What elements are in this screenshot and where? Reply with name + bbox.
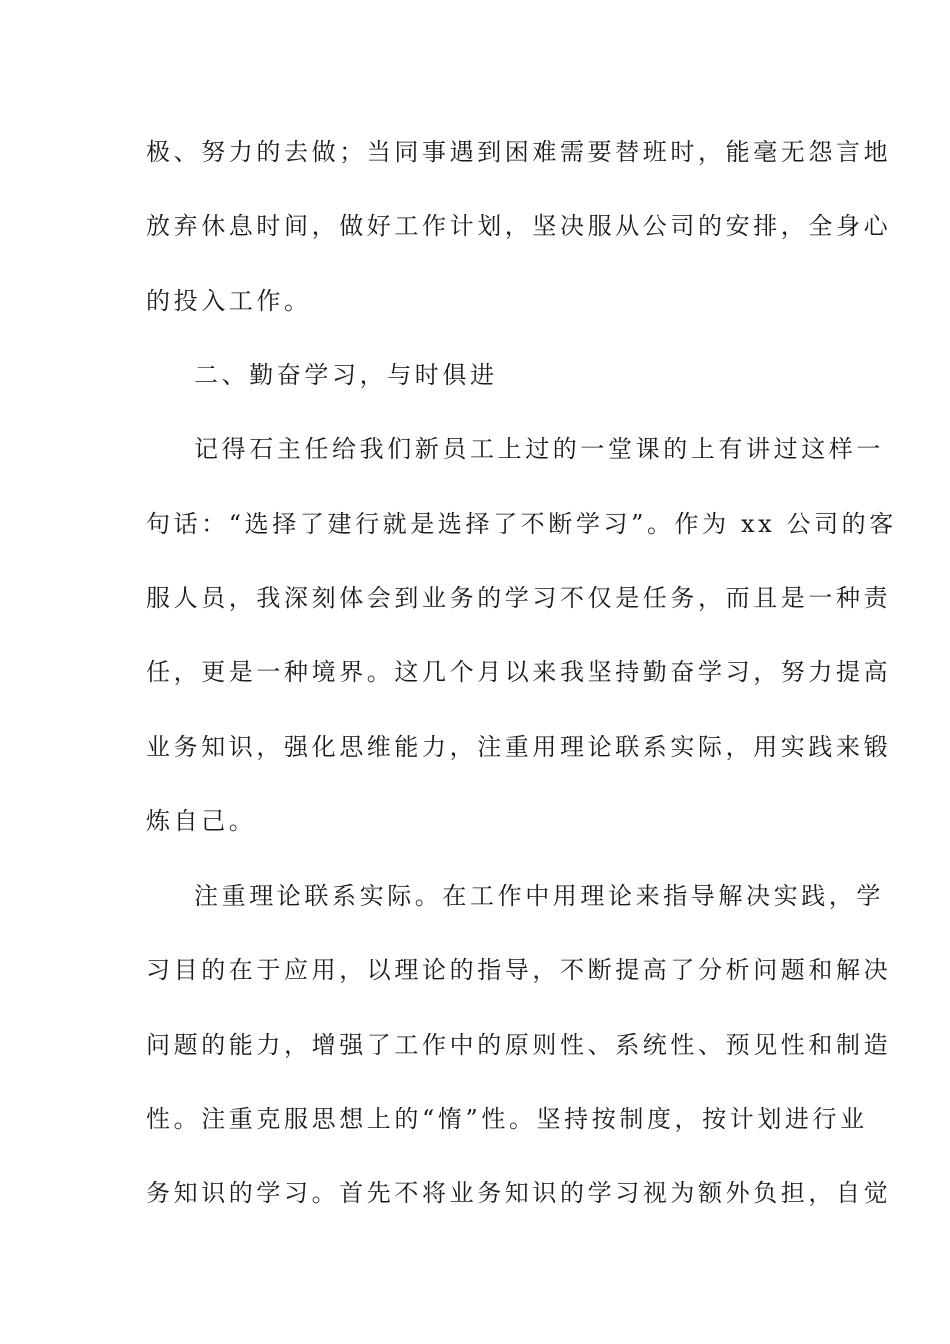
text-line: 习目的在于应用，以理论的指导，不断提高了分析问题和解决 — [146, 956, 892, 984]
text-line: 放弃休息时间，做好工作计划，坚决服从公司的安排，全身心 — [146, 212, 892, 240]
text-line: 注重理论联系实际。在工作中用理论来指导解决实践，学 — [194, 882, 884, 910]
text-line: 炼自己。 — [146, 807, 257, 835]
text-line: 性。注重克服思想上的“惰”性。坚持按制度，按计划进行业 — [146, 1105, 868, 1133]
text-line: 业务知识，强化思维能力，注重用理论联系实际，用实践来锻 — [146, 733, 892, 761]
text-line: 问题的能力，增强了工作中的原则性、系统性、预见性和制造 — [146, 1031, 892, 1059]
text-line: 记得石主任给我们新员工上过的一堂课的上有讲过这样一 — [194, 435, 884, 463]
text-line: 句话：“选择了建行就是选择了不断学习”。作为 xx 公司的客 — [146, 510, 897, 538]
text-line: 服人员，我深刻体会到业务的学习不仅是任务，而且是一种责 — [146, 584, 892, 612]
text-line: 极、努力的去做；当同事遇到困难需要替班时，能毫无怨言地 — [146, 138, 892, 166]
text-line: 的投入工作。 — [146, 287, 312, 315]
text-line: 任，更是一种境界。这几个月以来我坚持勤奋学习，努力提高 — [146, 658, 892, 686]
section-heading: 二、勤奋学习，与时俱进 — [194, 361, 498, 389]
text-line: 务知识的学习。首先不将业务知识的学习视为额外负担，自觉 — [146, 1179, 892, 1207]
